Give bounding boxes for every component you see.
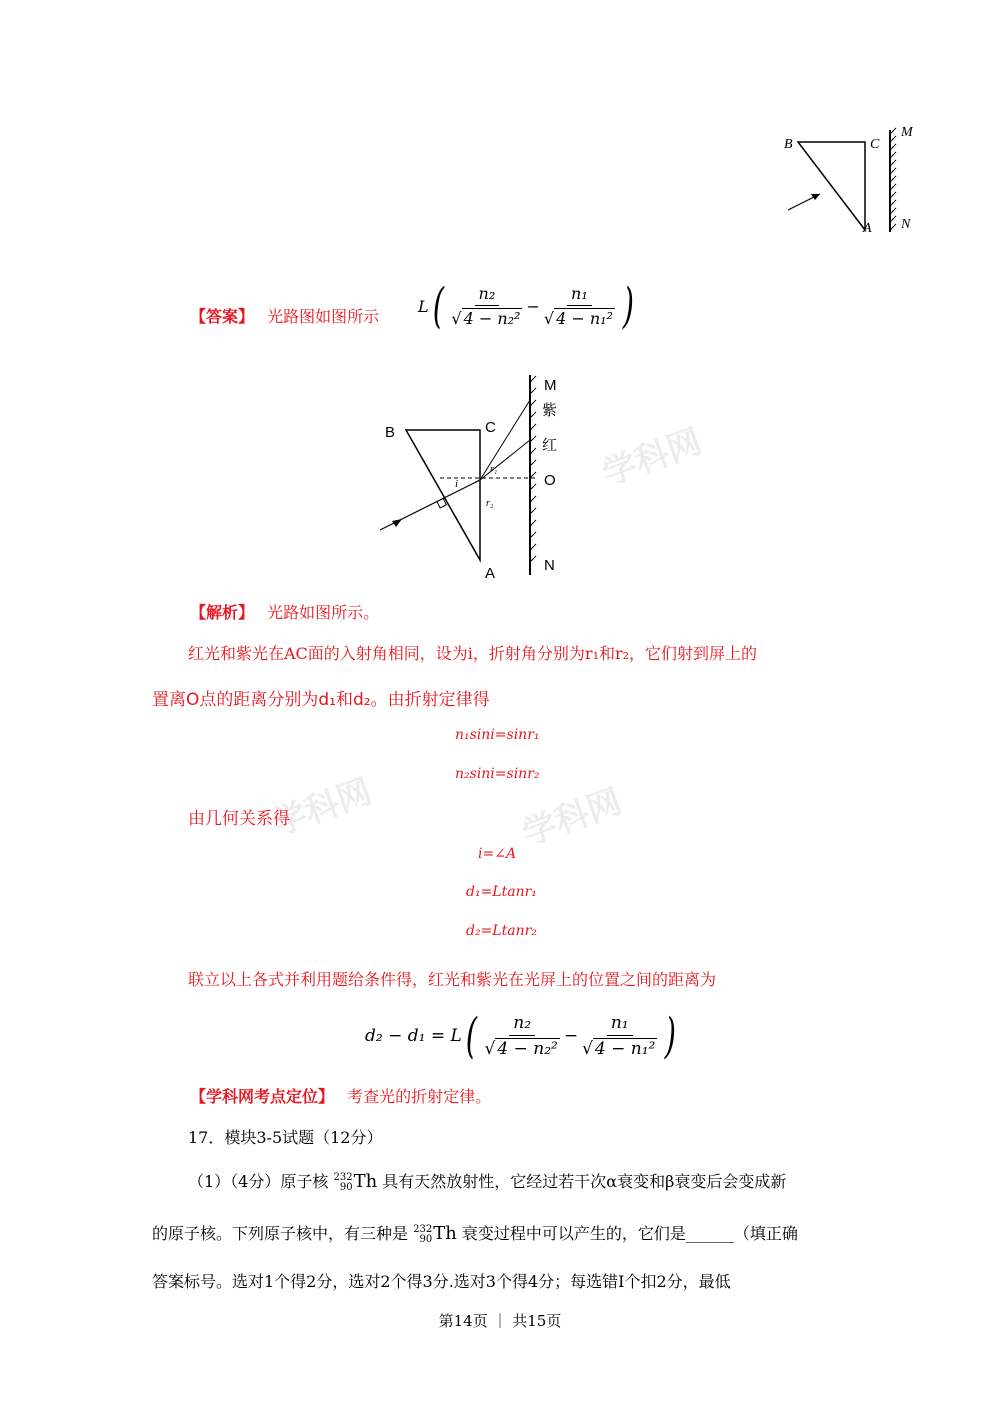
ray-arrow — [392, 519, 402, 527]
kaodian-line — [190, 1087, 491, 1107]
analysis-text: 光路如图所示。 — [267, 603, 380, 622]
paren-close: ) — [622, 278, 634, 334]
formula-L: L — [418, 296, 429, 316]
equation-4: d₁=Ltanr₁ — [466, 884, 537, 900]
prism-triangle — [798, 142, 865, 230]
fraction-numerator: n₂ — [475, 284, 500, 306]
line-2-start: 的原子核。下列原子核中，有三种是 — [152, 1224, 409, 1243]
fraction-n2 — [485, 1013, 560, 1059]
sqrt-denominator: √ 4 − n₂² — [451, 309, 521, 328]
label-red: 红 — [542, 436, 558, 454]
watermark: 学科网 — [517, 781, 627, 855]
question-17-line-2 — [152, 1224, 798, 1245]
kaodian-text: 考查光的折射定律。 — [347, 1087, 492, 1106]
mass-number: 232 — [333, 1171, 353, 1183]
paren-close: ) — [665, 1008, 677, 1064]
formula-lhs: d₂ − d₁ = L — [365, 1026, 462, 1046]
label-N: N — [901, 217, 911, 232]
equation-2: n₂sini=sinr₂ — [455, 766, 540, 782]
light-path-figure — [370, 370, 580, 585]
sqrt-denominator: √ 4 − n₁² — [582, 1039, 656, 1059]
fraction-numerator: n₁ — [567, 284, 592, 306]
thorium-isotope — [333, 1173, 352, 1193]
sqrt-denominator: √ 4 − n₂² — [484, 1039, 558, 1059]
fraction-n1 — [582, 1013, 657, 1059]
answer-text: 光路图如图所示 — [267, 307, 380, 326]
analysis-paragraph-1: 红光和紫光在AC面的入射角相同，设为i，折射角分别为r₁和r₂，它们射到屏上的 — [188, 644, 758, 663]
paren-open: ( — [432, 278, 444, 334]
analysis-label: 【解析】 — [190, 603, 255, 622]
equation-1: n₁sini=sinr₁ — [455, 727, 540, 743]
element-symbol: Th — [353, 1171, 378, 1192]
label-N: N — [544, 557, 555, 574]
minus-sign: − — [563, 1026, 579, 1046]
fraction-numerator: n₂ — [509, 1013, 535, 1036]
element-symbol: Th — [433, 1223, 457, 1244]
radicand: 4 − n₁² — [594, 1039, 656, 1059]
minus-sign: − — [526, 296, 540, 316]
label-O: O — [544, 472, 556, 489]
radicand: 4 − n₂² — [463, 309, 521, 328]
equation-3: i=∠A — [478, 846, 517, 862]
atomic-number: 90 — [339, 1181, 353, 1193]
refracted-ray-purple — [480, 400, 530, 480]
analysis-header — [190, 603, 379, 623]
radicand: 4 − n₁² — [556, 309, 613, 328]
label-B: B — [784, 137, 793, 152]
page-footer: 第14页 ｜ 共15页 — [438, 1312, 562, 1330]
prism-triangle — [406, 430, 480, 560]
kaodian-label: 【学科网考点定位】 — [190, 1087, 335, 1106]
question-17-line-1 — [188, 1172, 786, 1193]
answer-label: 【答案】 — [190, 307, 255, 326]
question-17-title: 17．模块3-5试题（12分） — [188, 1128, 383, 1147]
answer-line — [190, 307, 379, 327]
question-17-line-3: 答案标号。选对1个得2分，选对2个得3分.选对3个得4分；每选错I个扣2分，最低 — [152, 1272, 731, 1291]
sqrt-denominator: √ 4 − n₁² — [543, 309, 613, 328]
watermark: 学科网 — [597, 421, 707, 495]
final-formula — [365, 1008, 680, 1064]
fraction-n1 — [544, 284, 615, 328]
equation-5: d₂=Ltanr₂ — [466, 923, 537, 939]
fraction-numerator: n₁ — [607, 1013, 633, 1036]
prism-figure-top — [770, 120, 930, 245]
analysis-paragraph-2: 置离O点的距离分别为d₁和d₂。由折射定律得 — [152, 690, 490, 710]
label-i-angle: i — [455, 478, 459, 490]
watermark: 学科网 — [267, 771, 377, 845]
label-M: M — [544, 377, 557, 394]
label-M: M — [901, 125, 913, 140]
label-C: C — [485, 419, 496, 436]
thorium-isotope — [413, 1225, 432, 1245]
answer-formula — [418, 278, 638, 334]
label-r1-angle: r₁ — [490, 464, 498, 475]
line-1-end: 具有天然放射性，它经过若干次α衰变和β衰变后会变成新 — [382, 1172, 787, 1191]
fraction-n2 — [451, 284, 522, 328]
label-r2-angle: r₂ — [486, 498, 494, 509]
refracted-ray-red — [480, 440, 530, 480]
line-1-start: （1）（4分）原子核 — [188, 1172, 329, 1191]
label-A: A — [863, 221, 872, 236]
label-purple: 紫 — [542, 401, 558, 419]
label-A: A — [485, 565, 496, 582]
atomic-number: 90 — [419, 1233, 433, 1245]
mass-number: 232 — [413, 1223, 433, 1235]
line-2-end: 衰变过程中可以产生的，它们是______（填正确 — [461, 1224, 798, 1243]
analysis-paragraph-3: 由几何关系得 — [188, 809, 290, 829]
analysis-paragraph-4: 联立以上各式并利用题给条件得，红光和紫光在光屏上的位置之间的距离为 — [188, 970, 717, 989]
radicand: 4 − n₂² — [497, 1039, 558, 1059]
ray-arrow — [811, 194, 820, 200]
label-B: B — [385, 424, 396, 441]
label-C: C — [870, 137, 880, 152]
paren-open: ( — [465, 1008, 477, 1064]
